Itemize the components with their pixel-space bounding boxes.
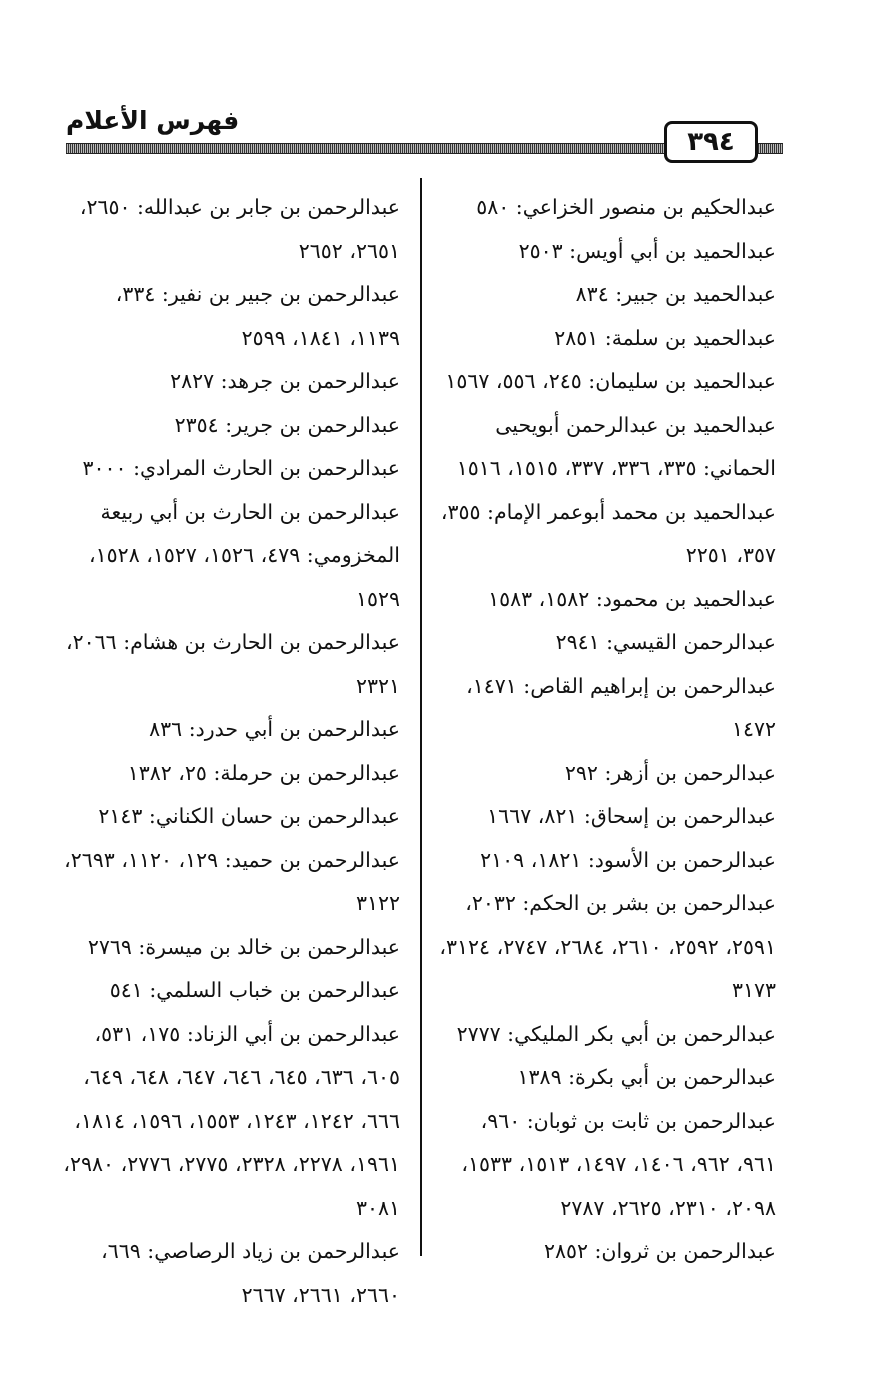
index-column-left <box>62 186 400 1317</box>
index-entry: عبدالرحمن بن خالد بن ميسرة: ٢٧٦٩ <box>87 934 400 959</box>
running-title: فهرس الأعلام <box>66 106 240 135</box>
index-column-right <box>438 186 776 1274</box>
index-entry: عبدالحميد بن جبير: ٨٣٤ <box>575 282 776 306</box>
index-entry: عبدالحميد بن سليمان: ٢٤٥، ٥٥٦، ١٥٦٧ <box>445 369 776 393</box>
index-entry: عبدالرحمن بن أبي الزناد: ١٧٥، ٥٣١، ٦٠٥، ٦٣٦، ٦٤٥، ٦٤٦، ٦٤٧، ٦٤٨، ٦٤٩، ٦٦٦، ١٢٤٢، ١٢٤٣، ١٥٥٣، ١٥٩٦، ١٨١٤، ١٩٦١، ٢٢٧٨، ٢٣٢٨، ٢٧٧٥، ٢٧٧٦، ٢٩٨٠، ٣٠٨١ <box>63 1021 400 1220</box>
index-entry: عبدالرحمن القيسي: ٢٩٤١ <box>555 630 776 654</box>
index-entry: عبدالحميد بن عبدالرحمن أبويحيى الحماني: ٣٣٥، ٣٣٦، ٣٣٧، ١٥١٥، ١٥١٦ <box>456 412 776 480</box>
index-entry: عبدالرحمن بن جابر بن عبدالله: ٢٦٥٠، ٢٦٥١، ٢٦٥٢ <box>79 195 400 263</box>
index-entry: عبدالرحمن بن أبي حدرد: ٨٣٦ <box>149 717 400 741</box>
index-entry: عبدالرحمن بن جبير بن نفير: ٣٣٤، ١١٣٩، ١٨٤١، ٢٥٩٩ <box>115 282 400 350</box>
index-entry: عبدالرحمن بن إسحاق: ٨٢١، ١٦٦٧ <box>487 804 776 828</box>
index-entry: عبدالرحمن بن بشر بن الحكم: ٢٠٣٢، ٢٥٩١، ٢٥٩٢، ٢٦١٠، ٢٦٨٤، ٢٧٤٧، ٣١٢٤، ٣١٧٣ <box>439 891 776 1002</box>
index-entry: عبدالرحمن بن أزهر: ٢٩٢ <box>564 760 776 785</box>
page-number: ٣٩٤ <box>664 121 758 163</box>
index-entry: عبدالرحمن بن خباب السلمي: ٥٤١ <box>109 978 400 1002</box>
index-entry: عبدالحميد بن أبي أويس: ٢٥٠٣ <box>518 238 776 263</box>
index-entry: عبدالرحمن بن الحارث المرادي: ٣٠٠٠ <box>82 456 400 480</box>
index-entry: عبدالرحمن بن حرملة: ٢٥، ١٣٨٢ <box>127 760 400 785</box>
index-entry: عبدالرحمن بن الحارث بن هشام: ٢٠٦٦، ٢٣٢١ <box>66 630 400 698</box>
index-entry: عبدالرحمن بن الأسود: ١٨٢١، ٢١٠٩ <box>480 847 776 872</box>
index-entry: عبدالرحمن بن أبي بكر المليكي: ٢٧٧٧ <box>456 1021 776 1046</box>
index-entry: عبدالرحمن بن إبراهيم القاص: ١٤٧١، ١٤٧٢ <box>466 673 776 741</box>
page-header <box>0 0 873 170</box>
index-entry: عبدالرحمن بن أبي بكرة: ١٣٨٩ <box>517 1065 776 1089</box>
index-entry: عبدالحكيم بن منصور الخزاعي: ٥٨٠ <box>476 195 776 219</box>
index-entry: عبدالرحمن بن الحارث بن أبي ربيعة المخزومي: ٤٧٩، ١٥٢٦، ١٥٢٧، ١٥٢٨، ١٥٢٩ <box>89 499 400 611</box>
index-entry: عبدالرحمن بن جرير: ٢٣٥٤ <box>174 412 400 437</box>
index-entry: عبدالرحمن بن زياد الرصاصي: ٦٦٩، ٢٦٦٠، ٢٦٦١، ٢٦٦٧ <box>101 1239 400 1307</box>
index-entry: عبدالحميد بن سلمة: ٢٨٥١ <box>554 325 776 350</box>
index-entry: عبدالحميد بن محمود: ١٥٨٢، ١٥٨٣ <box>488 586 776 611</box>
column-divider <box>420 178 422 1256</box>
index-entry: عبدالحميد بن محمد أبوعمر الإمام: ٣٥٥، ٣٥٧، ٢٢٥١ <box>440 499 776 567</box>
index-entry: عبدالرحمن بن ثروان: ٢٨٥٢ <box>543 1239 776 1263</box>
index-entry: عبدالرحمن بن جرهد: ٢٨٢٧ <box>170 369 400 393</box>
index-entry: عبدالرحمن بن حسان الكناني: ٢١٤٣ <box>98 804 400 828</box>
index-entry: عبدالرحمن بن حميد: ١٢٩، ١١٢٠، ٢٦٩٣، ٣١٢٢ <box>64 847 400 915</box>
index-entry: عبدالرحمن بن ثابت بن ثوبان: ٩٦٠، ٩٦١، ٩٦٢، ١٤٠٦، ١٤٩٧، ١٥١٣، ١٥٣٣، ٢٠٩٨، ٢٣١٠، ٢٦٢٥، ٢٧٨٧ <box>461 1108 776 1220</box>
